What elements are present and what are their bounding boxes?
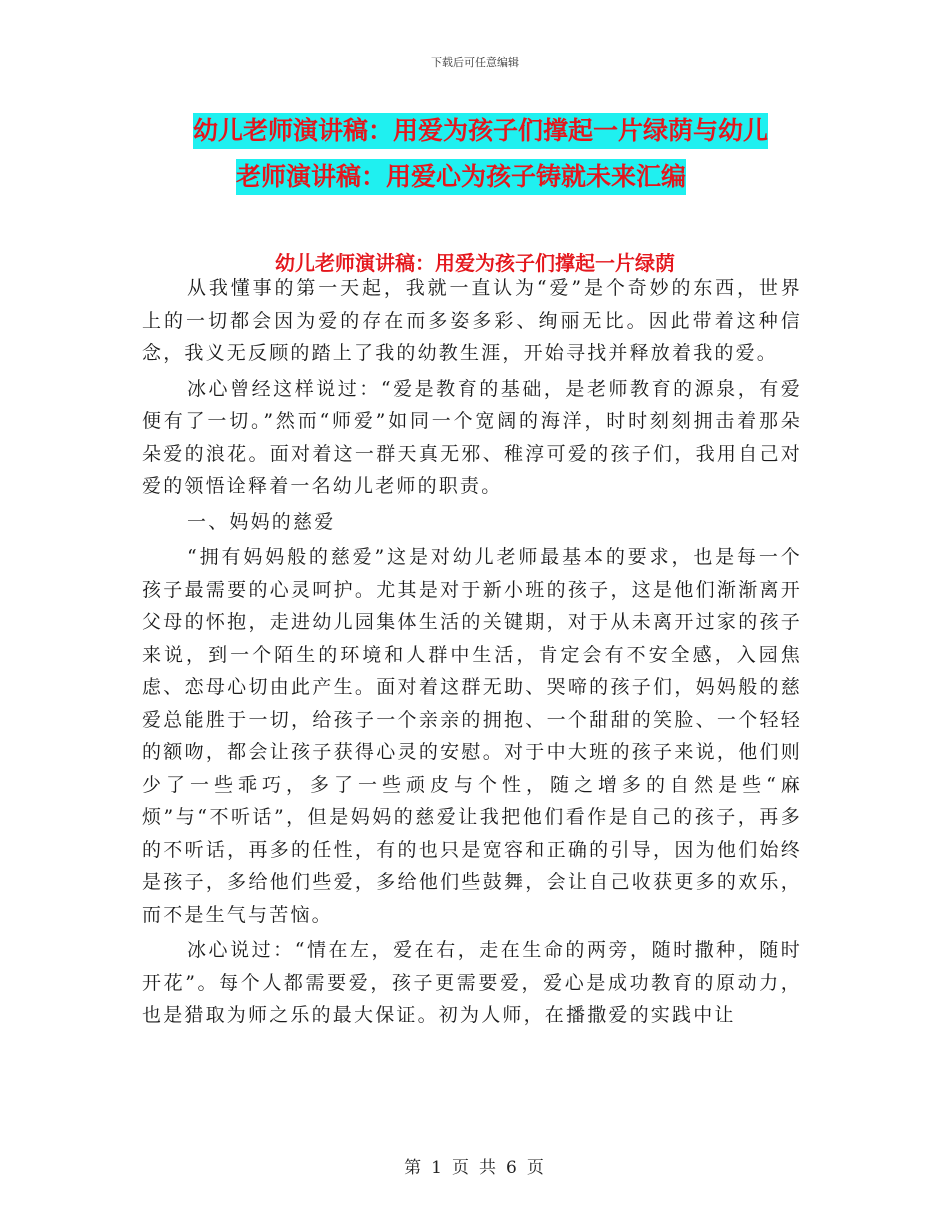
paragraph: 从我懂事的第一天起，我就一直认为“爱”是个奇妙的东西，世界上的一切都会因为爱的存在而多姿多彩、绚丽无比。因此带着这种信念，我义无反顾的踏上了我的幼教生涯，开始寻找并释放着我的爱。 xyxy=(142,277,802,364)
body-text xyxy=(142,272,802,1035)
footer-label-gong: 共 xyxy=(479,1158,498,1178)
document-title xyxy=(140,108,820,200)
section-heading: 一、妈妈的慈爱 xyxy=(187,510,336,533)
title-line-2-text: 老师演讲稿：用爱心为孩子铸就未来汇编 xyxy=(236,159,686,195)
paragraph: “拥有妈妈般的慈爱”这是对幼儿老师最基本的要求，也是每一个孩子最需要的心灵呵护。尤其是对于新小班的孩子，这是他们渐渐离开父母的怀抱，走进幼儿园集体生活的关键期，对于从未离开过家的孩子来说，到一个陌生的环境和人群中生活，肯定会有不安全感，入园焦虑、恋母心切由此产生。面对着这群无助、哭啼的孩子们，妈妈般的慈爱总能胜于一切，给孩子一个亲亲的拥抱、一个甜甜的笑脸、一个轻轻的额吻，都会让孩子获得心灵的安慰。对于中大班的孩子来说，他们则少了一些乖巧，多了一些顽皮与个性，随之增多的自然是些“麻烦”与“不听话”，但是妈妈的慈爱让我把他们看作是自己的孩子，再多的不听话，再多的任性，有的也只是宽容和正确的引导，因为他们始终是孩子，多给他们些爱，多给他们些鼓舞，会让自己收获更多的欢乐，而不是生气与苦恼。 xyxy=(142,546,802,926)
footer-label-ye: 页 xyxy=(452,1158,471,1178)
paragraph: 冰心曾经这样说过：“爱是教育的基础，是老师教育的源泉，有爱便有了一切。”然而“师爱”如同一个宽阔的海洋，时时刻刻拥击着那朵朵爱的浪花。面对着这一群天真无邪、稚淳可爱的孩子们，我用自己对爱的领悟诠释着一名幼儿老师的职责。 xyxy=(142,377,802,497)
page-footer xyxy=(0,1153,950,1178)
paragraph: 冰心说过：“情在左，爱在右，走在生命的两旁，随时撒种，随时开花”。每个人都需要爱，孩子更需要爱，爱心是成功教育的原动力，也是猎取为师之乐的最大保证。初为人师，在播撒爱的实践中让 xyxy=(142,939,802,1026)
title-line-1-text: 幼儿老师演讲稿：用爱为孩子们撑起一片绿荫与幼儿 xyxy=(193,113,768,149)
total-pages-number: 6 xyxy=(506,1158,519,1178)
section-title: 幼儿老师演讲稿：用爱为孩子们撑起一片绿荫 xyxy=(275,251,675,275)
footer-label-ye-2: 页 xyxy=(526,1158,546,1178)
title-line-1 xyxy=(140,108,820,154)
footer-label-di: 第 xyxy=(404,1158,424,1178)
current-page-number: 1 xyxy=(431,1158,444,1178)
title-line-2 xyxy=(140,154,820,200)
header-note: 下载后可任意编辑 xyxy=(431,56,519,69)
